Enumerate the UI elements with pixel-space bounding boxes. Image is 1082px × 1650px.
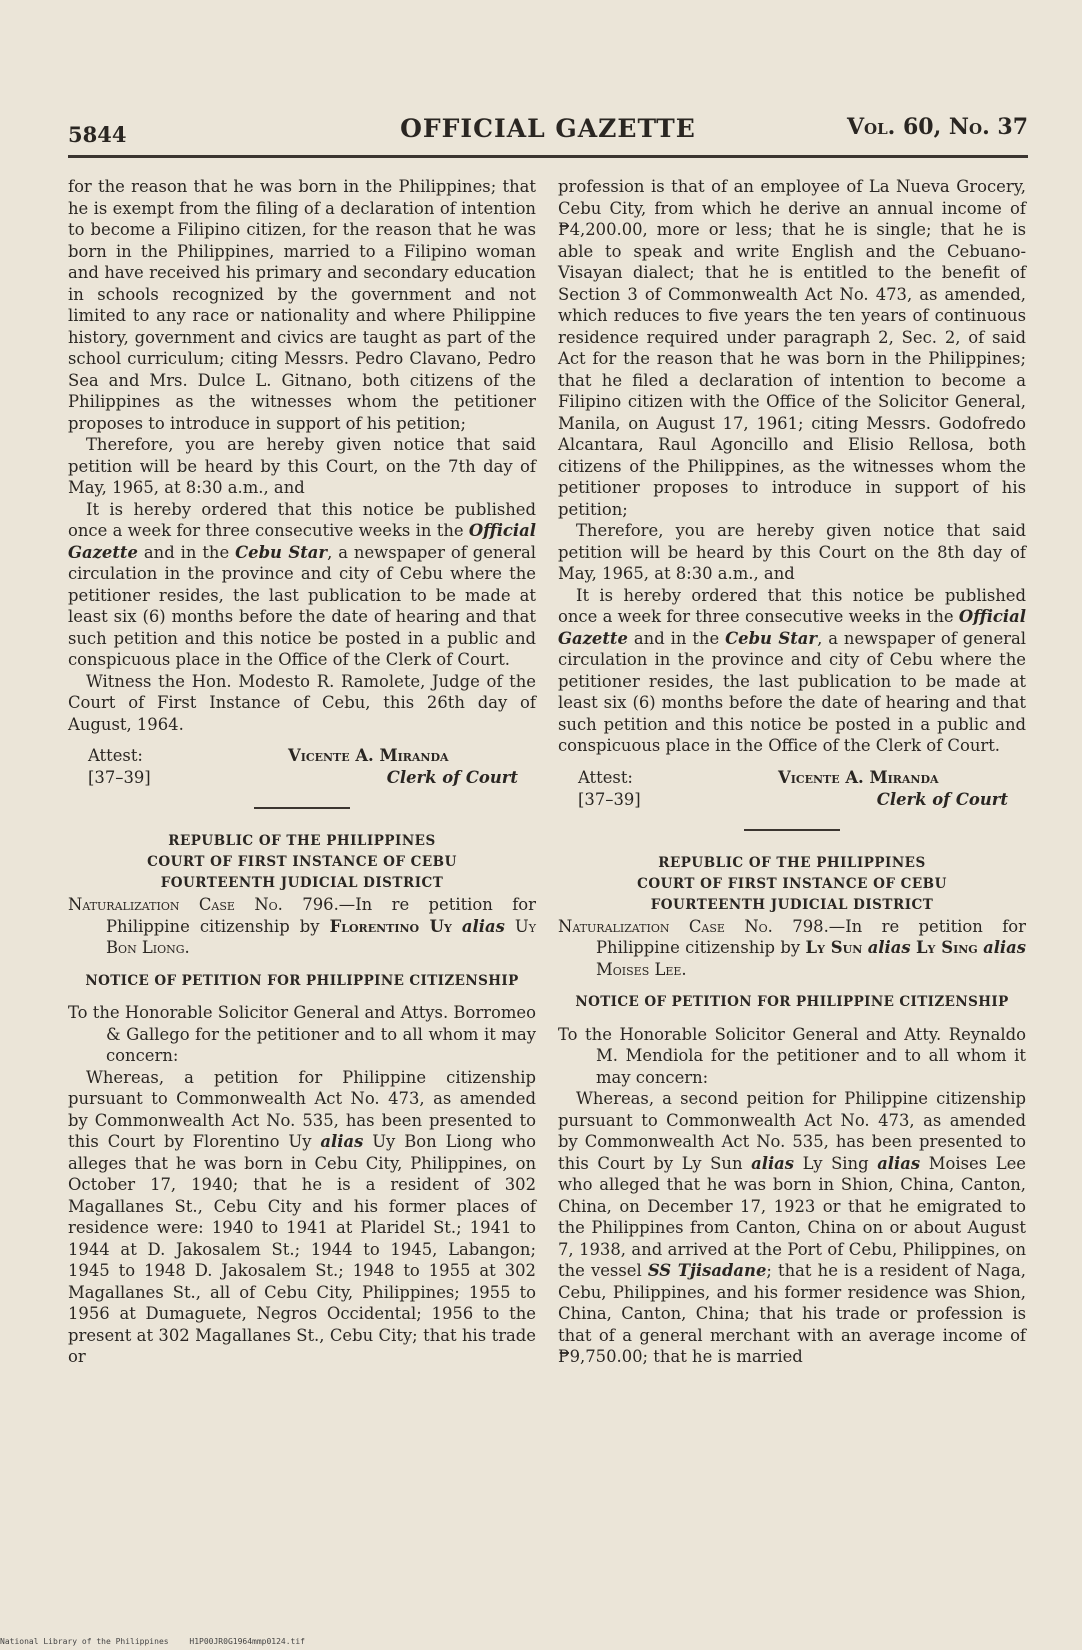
paragraph: for the reason that he was born in the Philippines; that he is exempt from the filing of a declaration of intention to become a Filipino citizen, for the reason that he was born in the Philippines, married to a Filipino woman and have received his primary and secondary education in schools recognized by the government and not limited to any race or nationality and where Philippine history, government and civics are taught as part of the school curriculum; citing Messrs. Pedro Clavano, Pedro Sea and Mrs. Dulce L. Gitnano, both citizens of the Philippines as the witnesses whom the petitioner proposes to introduce in support of his petition; [68, 177, 536, 433]
scan-filename: H1P00JR0G1964mmp0124.tif [189, 1637, 305, 1646]
paragraph: Whereas, a second peition for Philippine citizenship pursuant to Commonwealth Act No. 473, as amended by Commonwealth Act No. 535, has been presented to this Court by Ly Sun alias Ly Sing alias Moises Lee who alleged that he was born in Shion, China, Canton, China, on December 17, 1923 or that he emigrated to the Philippines from Canton, China on or about August 7, 1938, and arrived at the Port of Cebu, Philippines, on the vessel SS Tjisadane; that he is a resident of Naga, Cebu, Philippines, and his former residence was Shion, China, Canton, China; that his trade or profession is that of a general merchant with an average income of ₱9,750.00; that he is married [558, 1089, 1026, 1366]
publication-title: OFFICIAL GAZETTE [400, 114, 696, 143]
notice-title: NOTICE OF PETITION FOR PHILIPPINE CITIZENSHIP [575, 994, 1009, 1010]
publication-name: Official Gazette [558, 607, 1026, 648]
issue-ref: [37–39] [88, 768, 151, 787]
addressee: To the Honorable Solicitor General and Atty. Reynaldo M. Mendiola for the petitioner and to all whom it may concern: [558, 1024, 1026, 1087]
paragraph: Whereas, a petition for Philippine citizenship pursuant to Commonwealth Act No. 473, as amended by Commonwealth Act No. 535, has been presented to this Court by Florentino Uy alias Uy Bon Liong who alleges that he was born in Cebu City, Philippines, on October 17, 1940; that he is a resident of 302 Magallanes St., Cebu City and his former places of residence were: 1940 to 1941 at Plaridel St.; 1941 to 1944 at D. Jakosalem St.; 1944 to 1945, Labangon; 1945 to 1948 D. Jakosalem St.; 1948 to 1955 at 302 Magallanes St., all of Cebu City, Philippines; 1955 to 1956 at Dumaguete, Negros Occidental; 1956 to the present at 302 Magallanes St., Cebu City; that his trade or [68, 1067, 536, 1366]
header-rule [68, 155, 1028, 158]
attestation [558, 767, 1026, 815]
vessel-name: SS Tjisadane [647, 1261, 767, 1280]
attestation [68, 745, 536, 793]
library-credit: National Library of the Philippines [0, 1637, 169, 1646]
clerk-name: Vicente A. Miranda [778, 767, 939, 787]
section-separator [254, 807, 350, 809]
right-column [558, 176, 1026, 1368]
court-heading: REPUBLIC OF THE PHILIPPINES COURT OF FIRST INSTANCE OF CEBU FOURTEENTH JUDICIAL DISTRICT [637, 854, 947, 913]
court-heading: REPUBLIC OF THE PHILIPPINES COURT OF FIRST INSTANCE OF CEBU FOURTEENTH JUDICIAL DISTRICT [147, 833, 457, 891]
paragraph: Witness the Hon. Modesto R. Ramolete, Judge of the Court of First Instance of Cebu, this 26th day of August, 1964. [68, 671, 536, 734]
attest-label: Attest: [88, 746, 143, 765]
paragraph: Therefore, you are hereby given notice that said petition will be heard by this Court, on the 7th day of May, 1965, at 8:30 a.m., and [68, 435, 536, 497]
paragraph: profession is that of an employee of La Nueva Grocery, Cebu City, from which he derive an annual income of ₱4,200.00, more or less; that he is single; that he is able to speak and write English and the Cebuano-Visayan dialect; that he is entitled to the benefit of Section 3 of Commonwealth Act No. 473, as amended, which reduces to five years the ten years of continuous residence required under paragraph 2, Sec. 2, of said Act for the reason that he was born in the Philippines; that he filed a declaration of intention to become a Filipino citizen with the Office of the Solicitor General, Manila, on August 17, 1961; citing Messrs. Godofredo Alcantara, Raul Agoncillo and Elisio Rellosa, both citizens of the Philippines, as the witnesses whom the petitioner proposes to introduce in support of his petition; [558, 177, 1026, 519]
attest-label: Attest: [578, 767, 633, 787]
section-separator [744, 829, 840, 831]
addressee: To the Honorable Solicitor General and Attys. Borromeo & Gallego for the petitioner and to all whom it may concern: [68, 1003, 536, 1065]
newspaper-name: Cebu Star [725, 628, 818, 648]
volume-number: Vol. 60, No. 37 [846, 114, 1028, 140]
clerk-name: Vicente A. Miranda [288, 746, 449, 765]
case-title: Naturalization Case No. 796.—In re petition for Philippine citizenship by Florentino Uy alias Uy Bon Liong. [68, 895, 536, 957]
paragraph: It is hereby ordered that this notice be published once a week for three consecutive weeks in the Official Gazette and in the Cebu Star, a newspaper of general circulation in the province and city of Cebu where the petitioner resides, the last publication to be made at least six (6) months before the date of hearing and that such petition and this notice be posted in a public and conspicuous place in the Office of the Clerk of Court. [558, 585, 1026, 755]
newspaper-name: Cebu Star [235, 542, 328, 562]
issue-ref: [37–39] [578, 789, 641, 809]
publication-name: Official Gazette [68, 521, 536, 562]
clerk-title: Clerk of Court [386, 768, 518, 787]
case-title: Naturalization Case No. 798.—In re petition for Philippine citizenship by Ly Sun alias Ly Sing alias Moises Lee. [558, 916, 1026, 979]
page-number: 5844 [68, 122, 127, 147]
left-column [68, 176, 536, 1368]
paragraph: It is hereby ordered that this notice be published once a week for three consecutive weeks in the Official Gazette and in the Cebu Star, a newspaper of general circulation in the province and city of Cebu where the petitioner resides, the last publication to be made at least six (6) months before the date of hearing and that such petition and this notice be posted in a public and conspicuous place in the Office of the Clerk of Court. [68, 499, 536, 669]
clerk-title: Clerk of Court [876, 789, 1008, 809]
notice-title: NOTICE OF PETITION FOR PHILIPPINE CITIZENSHIP [85, 972, 519, 989]
page-header [68, 112, 1028, 152]
paragraph: Therefore, you are hereby given notice that said petition will be heard by this Court on the 8th day of May, 1965, at 8:30 a.m., and [558, 521, 1026, 583]
scan-footer [0, 1637, 321, 1646]
